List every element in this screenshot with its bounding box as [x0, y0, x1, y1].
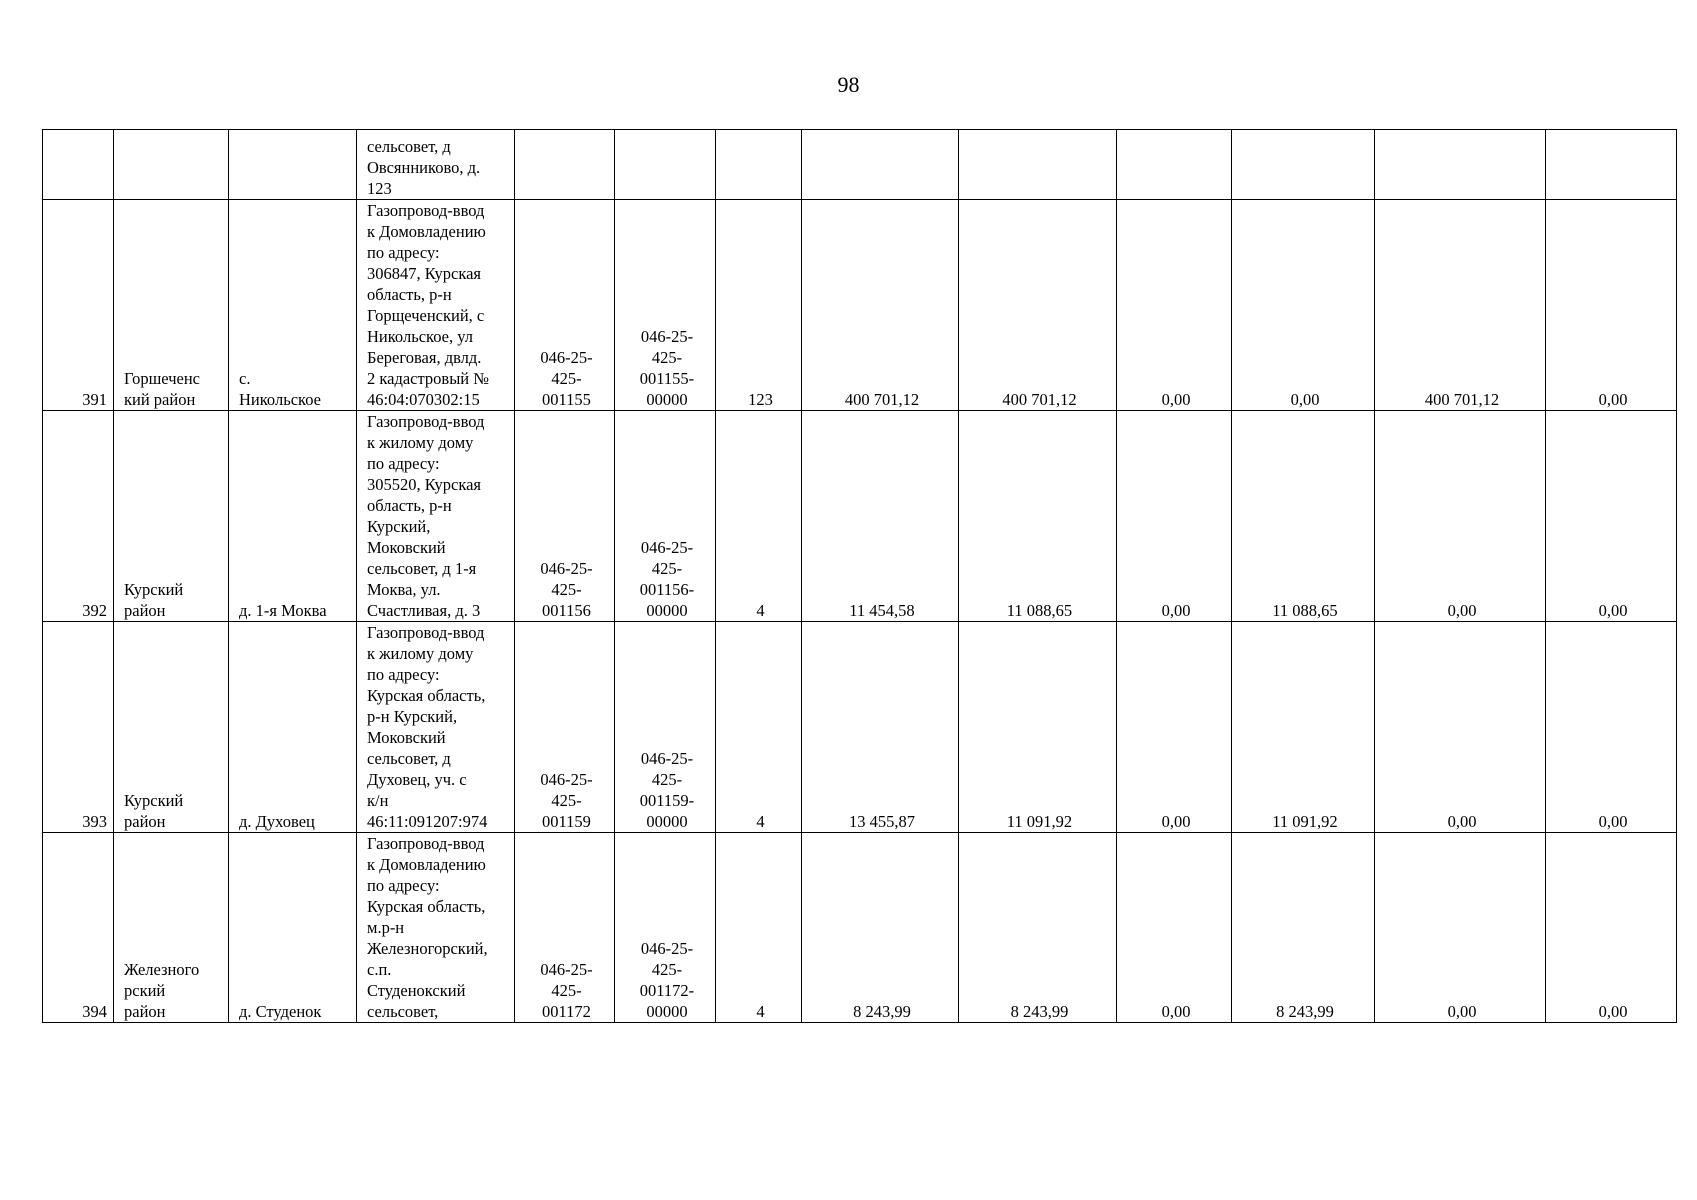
code-cell-text: 046-25- 425- 001159 [540, 770, 593, 831]
value-cell [802, 200, 959, 411]
value-cell [1232, 130, 1375, 200]
table-row [43, 833, 1677, 1023]
value-cell-text: 13 455,87 [849, 812, 915, 831]
quantity-cell [716, 130, 802, 200]
address-cell [357, 130, 515, 200]
row-number [43, 200, 114, 411]
district-cell-text: Железного рский район [124, 960, 200, 1021]
district-cell [114, 622, 229, 833]
page-number: 98 [837, 72, 860, 97]
value-cell [1117, 130, 1232, 200]
value-cell-text: 0,00 [1161, 390, 1191, 409]
value-cell [1546, 130, 1677, 200]
quantity-cell [716, 200, 802, 411]
quantity-cell-text: 4 [756, 1002, 765, 1021]
code-cell [515, 130, 615, 200]
value-cell-text: 0,00 [1447, 1002, 1477, 1021]
locality-cell [229, 411, 357, 622]
quantity-cell [716, 833, 802, 1023]
value-cell [1117, 411, 1232, 622]
address-cell-text: Газопровод-ввод к Домовладению по адресу: Курская область, м.р-н Железногорский, с.п. Студенокский сельсовет, [367, 834, 488, 1021]
value-cell-text: 0,00 [1598, 390, 1628, 409]
value-cell [959, 411, 1117, 622]
table-row [43, 411, 1677, 622]
district-cell-text: Горшеченс кий район [124, 369, 200, 409]
value-cell [959, 833, 1117, 1023]
quantity-cell [716, 622, 802, 833]
value-cell-text: 0,00 [1290, 390, 1320, 409]
inventory-code-cell [615, 833, 716, 1023]
value-cell [1546, 411, 1677, 622]
locality-cell-text: с. Никольское [239, 369, 321, 409]
district-cell [114, 130, 229, 200]
district-cell [114, 200, 229, 411]
value-cell-text: 11 091,92 [1272, 812, 1338, 831]
value-cell-text: 11 454,58 [849, 601, 915, 620]
inventory-code-cell [615, 130, 716, 200]
quantity-cell-text: 4 [756, 601, 765, 620]
value-cell [1546, 622, 1677, 833]
row-number [43, 130, 114, 200]
quantity-cell [716, 411, 802, 622]
value-cell [1232, 200, 1375, 411]
value-cell-text: 0,00 [1161, 812, 1191, 831]
row-number [43, 622, 114, 833]
value-cell [959, 622, 1117, 833]
locality-cell-text: д. 1-я Моква [239, 601, 327, 620]
inventory-code-cell-text: 046-25- 425- 001155- 00000 [639, 327, 695, 409]
value-cell [1375, 622, 1546, 833]
code-cell [515, 833, 615, 1023]
table-row [43, 200, 1677, 411]
value-cell [1375, 411, 1546, 622]
value-cell-text: 11 088,65 [1272, 601, 1338, 620]
locality-cell-text: д. Духовец [239, 812, 315, 831]
value-cell-text: 8 243,99 [1276, 1002, 1334, 1021]
address-cell-text: сельсовет, д Овсянниково, д. 123 [367, 137, 481, 198]
address-cell-text: Газопровод-ввод к жилому дому по адресу: Курская область, р-н Курский, Моковский сельсовет, д Духовец, уч. с к/н 46:11:091207:974 [367, 623, 488, 831]
locality-cell [229, 130, 357, 200]
locality-cell-text: д. Студенок [239, 1002, 322, 1021]
inventory-code-cell [615, 200, 716, 411]
value-cell [802, 130, 959, 200]
inventory-code-cell [615, 411, 716, 622]
value-cell [1117, 833, 1232, 1023]
address-cell [357, 200, 515, 411]
value-cell-text: 11 088,65 [1006, 601, 1073, 620]
row-number-text: 392 [82, 601, 107, 620]
value-cell [1375, 130, 1546, 200]
locality-cell [229, 622, 357, 833]
value-cell-text: 0,00 [1598, 601, 1628, 620]
value-cell-text: 0,00 [1161, 1002, 1191, 1021]
quantity-cell-text: 123 [748, 390, 773, 409]
inventory-code-cell [615, 622, 716, 833]
row-number-text: 391 [82, 390, 107, 409]
value-cell [1546, 200, 1677, 411]
code-cell-text: 046-25- 425- 001155 [540, 348, 593, 409]
table-row [43, 622, 1677, 833]
value-cell-text: 8 243,99 [853, 1002, 911, 1021]
inventory-code-cell-text: 046-25- 425- 001172- 00000 [639, 939, 695, 1021]
value-cell-text: 0,00 [1598, 812, 1628, 831]
code-cell-text: 046-25- 425- 001156 [540, 559, 593, 620]
address-cell-text: Газопровод-ввод к Домовладению по адресу: 306847, Курская область, р-н Горщеченский, с Никольское, ул Береговая, двлд. 2 кадастровый № 46:04:070302:15 [367, 201, 489, 409]
value-cell [1232, 622, 1375, 833]
locality-cell [229, 833, 357, 1023]
row-number [43, 411, 114, 622]
code-cell [515, 411, 615, 622]
row-number-text: 393 [82, 812, 107, 831]
address-cell [357, 411, 515, 622]
value-cell-text: 0,00 [1447, 812, 1477, 831]
address-cell [357, 833, 515, 1023]
quantity-cell-text: 4 [756, 812, 765, 831]
inventory-code-cell-text: 046-25- 425- 001156- 00000 [639, 538, 695, 620]
value-cell [959, 200, 1117, 411]
code-cell [515, 200, 615, 411]
value-cell-text: 400 701,12 [1002, 390, 1077, 409]
register-table [42, 129, 1677, 1023]
row-number [43, 833, 114, 1023]
value-cell-text: 400 701,12 [1424, 390, 1500, 409]
value-cell-text: 8 243,99 [1010, 1002, 1069, 1021]
value-cell-text: 11 091,92 [1006, 812, 1073, 831]
address-cell-text: Газопровод-ввод к жилому дому по адресу: 305520, Курская область, р-н Курский, Моковский сельсовет, д 1-я Моква, ул. Счастливая, д. 3 [367, 412, 485, 620]
district-cell [114, 833, 229, 1023]
value-cell [1117, 200, 1232, 411]
row-number-text: 394 [82, 1002, 107, 1021]
district-cell-text: Курский район [124, 580, 184, 620]
inventory-code-cell-text: 046-25- 425- 001159- 00000 [639, 749, 695, 831]
value-cell [1375, 833, 1546, 1023]
value-cell [1117, 622, 1232, 833]
value-cell [1375, 200, 1546, 411]
value-cell [802, 833, 959, 1023]
code-cell-text: 046-25- 425- 001172 [540, 960, 593, 1021]
value-cell-text: 400 701,12 [844, 390, 920, 409]
value-cell [1546, 833, 1677, 1023]
value-cell [1232, 411, 1375, 622]
value-cell [802, 622, 959, 833]
value-cell [959, 130, 1117, 200]
district-cell-text: Курский район [124, 791, 184, 831]
district-cell [114, 411, 229, 622]
locality-cell [229, 200, 357, 411]
value-cell [1232, 833, 1375, 1023]
value-cell-text: 0,00 [1161, 601, 1191, 620]
value-cell-text: 0,00 [1447, 601, 1477, 620]
address-cell [357, 622, 515, 833]
value-cell-text: 0,00 [1598, 1002, 1628, 1021]
value-cell [802, 411, 959, 622]
code-cell [515, 622, 615, 833]
table-row [43, 130, 1677, 200]
